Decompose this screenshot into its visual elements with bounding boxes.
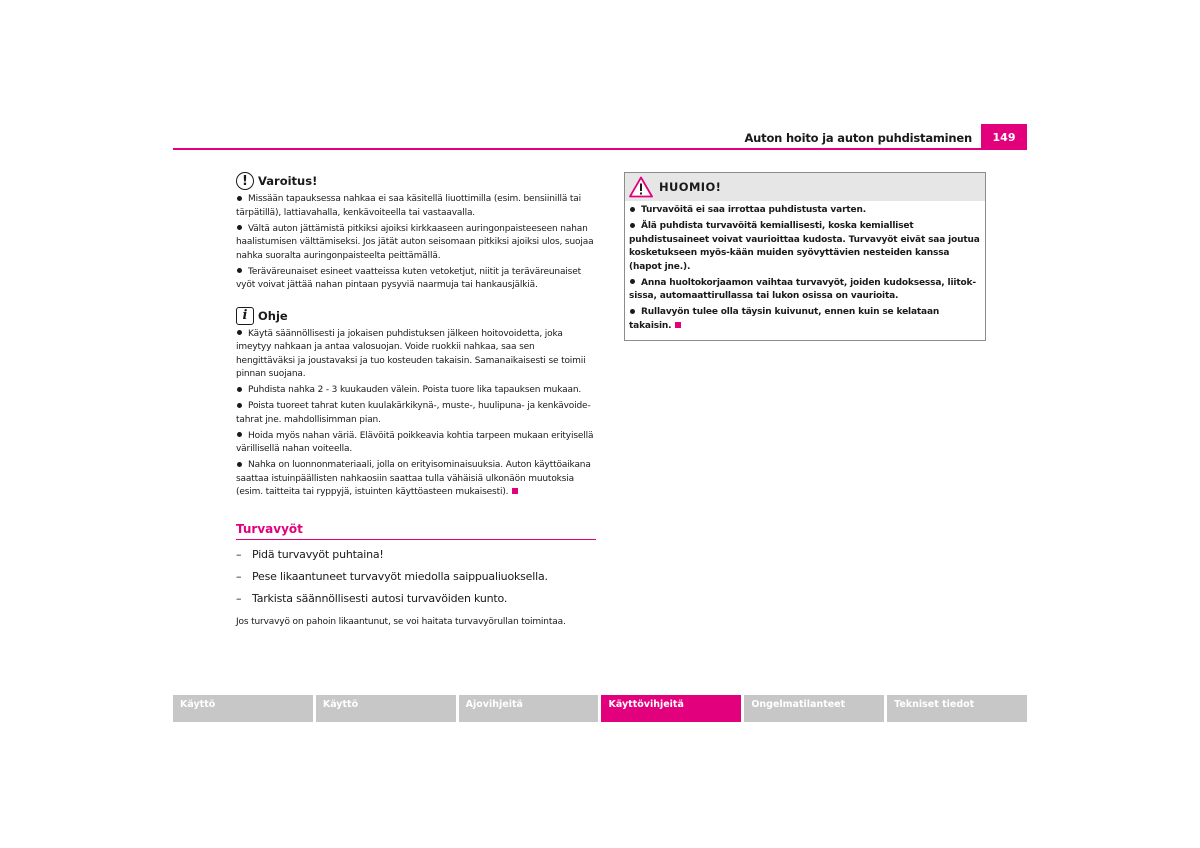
caution-title: HUOMIO! — [659, 180, 722, 194]
footer-tab-ongelmatilanteet[interactable]: Ongelmatilanteet — [744, 695, 884, 722]
right-column — [624, 172, 984, 341]
bullet-icon — [630, 207, 635, 212]
dash-item: – Tarkista säännöllisesti autosi turvavöiden kunto. — [236, 591, 508, 605]
bullet-icon — [237, 196, 242, 201]
tip-title: Ohje — [258, 308, 288, 323]
left-column — [236, 172, 596, 629]
warning-item: Vältä auton jättämistä pitkiksi ajoiksi kirkkaaseen auringonpaisteeseen nahan haalistumisen välttämiseksi. Jos jätät auton seisomaan pitkiksi ajoiksi ulos, suojaa nahka suoralta auringonpaisteelta peittämällä. — [236, 223, 594, 261]
bullet-icon — [630, 309, 635, 314]
exclamation-circle-icon: ! — [236, 172, 254, 190]
tip-item: Käytä säännöllisesti ja jokaisen puhdistuksen jälkeen hoitovoidetta, joka imeytyy nahkaan ja antaa valosuojan. Voide ruokkii nahkaa, saa sen hengittäväksi ja joustavaksi ja tuo kosteuden takaisin. Samanaikaisesti se toimii pinnan suojana. — [236, 328, 586, 379]
caution-header — [625, 173, 985, 201]
header-divider — [173, 148, 1027, 150]
caution-item: Turvavöitä ei saa irrottaa puhdistusta varten. — [629, 204, 981, 218]
bullet-icon — [237, 387, 242, 392]
bullet-icon — [237, 462, 242, 467]
info-i-icon: i — [236, 307, 254, 325]
caution-body — [625, 201, 985, 340]
tip-title-row — [236, 307, 596, 325]
footer-tab-tekniset-tiedot[interactable]: Tekniset tiedot — [887, 695, 1027, 722]
bullet-icon — [630, 223, 635, 228]
tip-item: Poista tuoreet tahrat kuten kuulakärkikynä-, muste-, huulipuna- ja kenkävoide-tahrat jne. mahdollisimman pian. — [236, 401, 591, 425]
caution-item: Älä puhdista turvavöitä kemiallisesti, koska kemialliset puhdistusaineet voivat vaurioittaa kudosta. Turvavyöt eivät saa joutua kosketukseen myös-kään muiden syövyttävien nesteiden kanssa (hapot jne.). — [629, 221, 980, 272]
page-number: 149 — [981, 124, 1027, 150]
bullet-icon — [237, 225, 242, 230]
tip-item: Nahka on luonnonmateriaali, jolla on erityisominaisuuksia. Auton käyttöaikana saattaa istuinpäällisten nahkaosiin saattaa tulla vähäisiä ulkonäön muutoksia (esim. taitteita tai ryppyjä, istuinten käyttöasteen mukaisesti). — [236, 460, 591, 497]
footer-tab-ajovihjeita[interactable]: Ajovihjeitä — [459, 695, 599, 722]
bullet-icon — [237, 330, 242, 335]
caution-item: Rullavyön tulee olla täysin kuivunut, ennen kuin se kelataan takaisin. — [629, 307, 940, 331]
caution-item: Anna huoltokorjaamon vaihtaa turvavyöt, joiden kudoksessa, liitok-sissa, automaattirullassa tai lukon osissa on vaurioita. — [629, 277, 976, 301]
dash-item: – Pese likaantuneet turvavyöt miedolla saippualiuoksella. — [236, 569, 548, 583]
warning-title: Varoitus! — [258, 174, 318, 188]
dash-marker: – — [236, 591, 242, 605]
section-heading: Turvavyöt — [236, 522, 596, 540]
dash-marker: – — [236, 569, 242, 583]
bullet-icon — [630, 279, 635, 284]
warning-item: Teräväreunaiset esineet vaatteissa kuten vetoketjut, niitit ja teräväreunaiset vyöt voivat jättää nahan pintaan pysyviä naarmuja tai hankausjälkiä. — [236, 266, 581, 290]
warning-notice — [236, 172, 596, 293]
section-paragraph: Jos turvavyö on pahoin likaantunut, se voi haitata turvavyörullan toimintaa. — [236, 616, 566, 627]
tip-item: Hoida myös nahan väriä. Elävöitä poikkeavia kohtia tarpeen mukaan erityisellä värillisellä nahan voiteella. — [236, 430, 594, 454]
tip-item: Puhdista nahka 2 - 3 kuukauden välein. Poista tuore lika tapauksen mukaan. — [236, 384, 596, 398]
bullet-icon — [237, 432, 242, 437]
warning-triangle-icon — [629, 176, 653, 198]
warning-item: Missään tapauksessa nahkaa ei saa käsitellä liuottimilla (esim. bensiinillä tai tärpätillä), lattiavahalla, kenkävoiteella tai vastaavalla. — [236, 194, 582, 218]
tip-notice — [236, 307, 596, 500]
warning-title-row — [236, 172, 596, 190]
bullet-icon — [237, 268, 242, 273]
caution-box — [624, 172, 986, 341]
dash-item: – Pidä turvavyöt puhtaina! — [236, 547, 384, 561]
footer-tab-kaytto[interactable]: Käyttö — [173, 695, 313, 722]
bullet-icon — [237, 403, 242, 408]
dash-marker: – — [236, 547, 242, 561]
footer-nav — [173, 695, 1027, 722]
end-of-section-icon — [512, 488, 518, 494]
footer-tab-kayttovihjeita[interactable]: Käyttövihjeitä — [601, 695, 741, 722]
page-header-title: Auton hoito ja auton puhdistaminen — [744, 131, 972, 145]
end-of-section-icon — [675, 322, 681, 328]
footer-tab-kaytto-2[interactable]: Käyttö — [316, 695, 456, 722]
